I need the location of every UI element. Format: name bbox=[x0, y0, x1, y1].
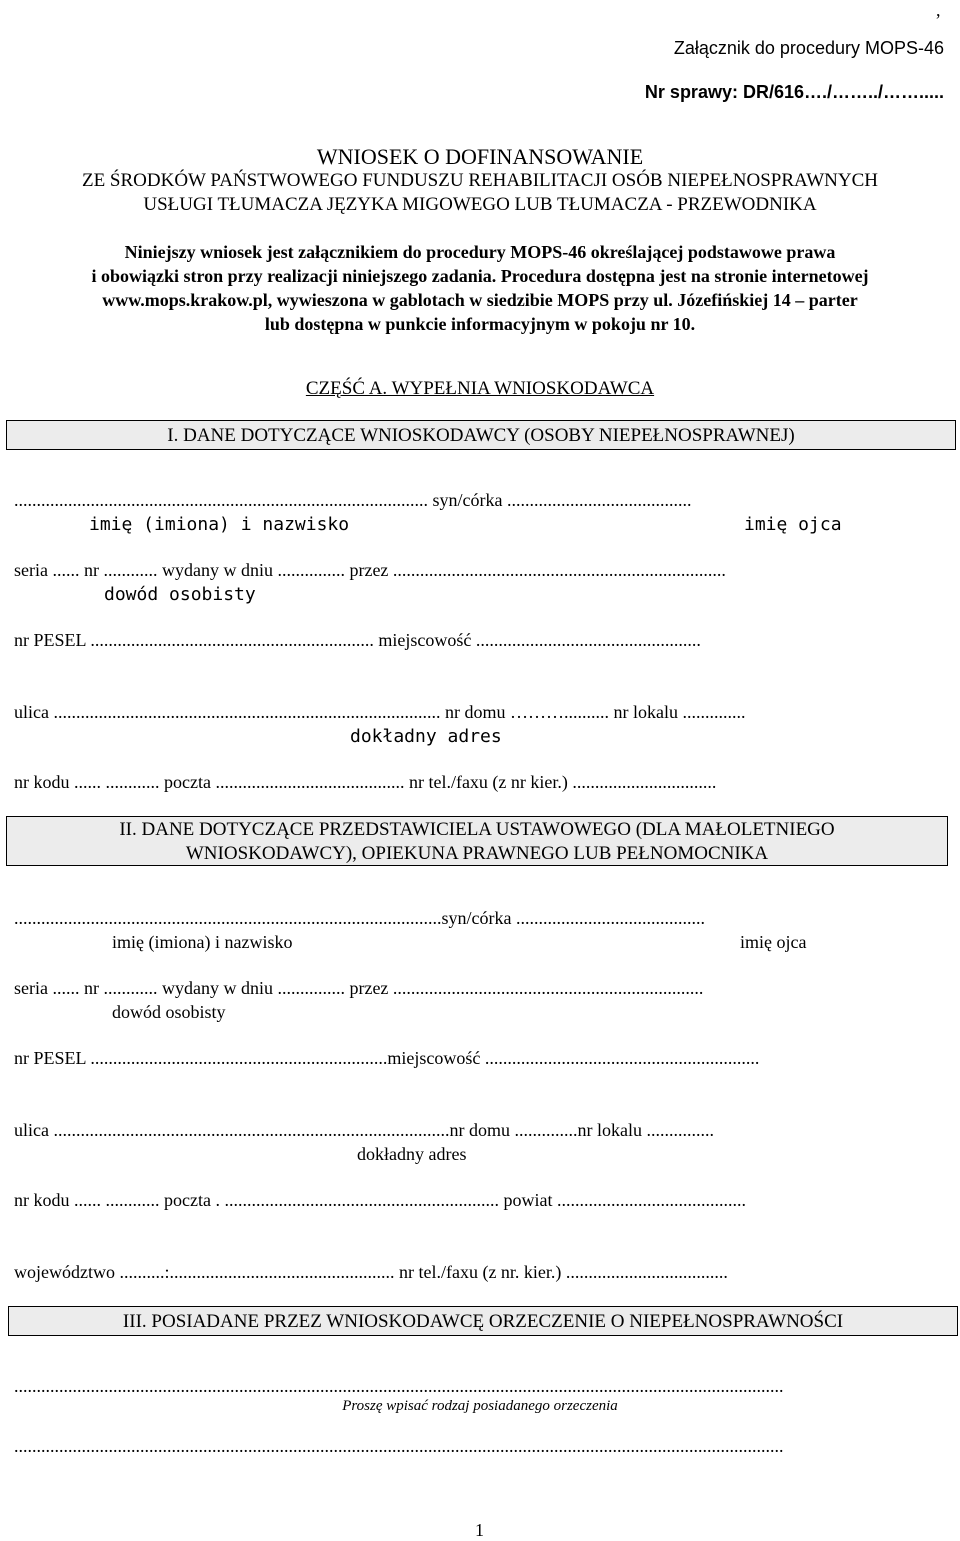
representative-post-field[interactable]: nr kodu ...... ............ poczta . ............................................................. powiat .......................................... bbox=[14, 1190, 746, 1210]
part-a-heading: CZĘŚĆ A. WYPEŁNIA WNIOSKODAWCA bbox=[305, 378, 655, 399]
section-3-box bbox=[8, 1306, 958, 1336]
certificate-field-2[interactable]: ........................................................................................................................................................................... bbox=[14, 1436, 784, 1456]
representative-voivodeship-field[interactable]: województwo ..........:.................................................. nr tel./faxu (z nr. kier.) .................................... bbox=[14, 1262, 728, 1282]
applicant-address-label: dokładny adres bbox=[350, 726, 502, 747]
applicant-father-label: imię ojca bbox=[744, 514, 842, 535]
representative-id-field[interactable]: seria ...... nr ............ wydany w dniu ............... przez ..................................................................... bbox=[14, 978, 704, 998]
form-subtitle-2: USŁUGI TŁUMACZA JĘZYKA MIGOWEGO LUB TŁUMACZA - PRZEWODNIKA bbox=[143, 194, 817, 215]
applicant-post-field[interactable]: nr kodu ...... ............ poczta .......................................... nr tel./faxu (z nr kier.) ................................ bbox=[14, 772, 717, 792]
representative-father-label: imię ojca bbox=[740, 932, 807, 952]
section-1-box bbox=[6, 420, 956, 450]
representative-pesel-field[interactable]: nr PESEL ..................................................................miejscowość ............................................................. bbox=[14, 1048, 760, 1068]
applicant-pesel-field[interactable]: nr PESEL ............................................................... miejscowość .................................................. bbox=[14, 630, 701, 650]
applicant-id-label: dowód osobisty bbox=[104, 584, 256, 605]
applicant-street-field[interactable]: ulica ...................................................................................... nr domu ……….......... nr lokalu .............. bbox=[14, 702, 746, 722]
form-title: WNIOSEK O DOFINANSOWANIE bbox=[316, 144, 644, 169]
section-1-heading: I. DANE DOTYCZĄCE WNIOSKODAWCY (OSOBY NIEPEŁNOSPRAWNEJ) bbox=[167, 425, 795, 446]
section-2-heading-2: WNIOSKODAWCY), OPIEKUNA PRAWNEGO LUB PEŁNOMOCNIKA bbox=[185, 843, 769, 864]
applicant-name-field[interactable]: ............................................................................................ syn/córka ......................................... bbox=[14, 490, 692, 510]
applicant-name-label: imię (imiona) i nazwisko bbox=[89, 514, 350, 535]
intro-line-2: i obowiązki stron przy realizacji niniejszego zadania. Procedura dostępna jest na stronie internetowej bbox=[91, 266, 869, 286]
attachment-label: Załącznik do procedury MOPS-46 bbox=[673, 38, 944, 58]
form-subtitle-1: ZE ŚRODKÓW PAŃSTWOWEGO FUNDUSZU REHABILITACJI OSÓB NIEPEŁNOSPRAWNYCH bbox=[81, 170, 879, 191]
section-2-heading-1: II. DANE DOTYCZĄCE PRZEDSTAWICIELA USTAWOWEGO (DLA MAŁOLETNIEGO bbox=[119, 819, 835, 840]
representative-address-label: dokładny adres bbox=[357, 1144, 467, 1164]
intro-line-1: Niniejszy wniosek jest załącznikiem do procedury MOPS-46 określającej podstawowe prawa bbox=[124, 242, 836, 262]
representative-name-field[interactable]: ...............................................................................................syn/córka .......................................... bbox=[14, 908, 705, 928]
certificate-note: Proszę wpisać rodzaj posiadanego orzeczenia bbox=[342, 1398, 618, 1414]
applicant-id-field[interactable]: seria ...... nr ............ wydany w dniu ............... przez .......................................................................... bbox=[14, 560, 726, 580]
representative-name-label: imię (imiona) i nazwisko bbox=[112, 932, 293, 952]
representative-id-label: dowód osobisty bbox=[112, 1002, 226, 1022]
certificate-field-1[interactable]: ........................................................................................................................................................................... bbox=[14, 1376, 784, 1396]
section-2-box bbox=[6, 816, 948, 866]
case-number: Nr sprawy: DR/616…./……../……..... bbox=[644, 82, 944, 102]
intro-line-3: www.mops.krakow.pl, wywieszona w gablotach w siedzibie MOPS przy ul. Józefińskiej 14 – parter bbox=[102, 290, 858, 310]
page-number: 1 bbox=[475, 1520, 484, 1540]
intro-line-4: lub dostępna w punkcie informacyjnym w pokoju nr 10. bbox=[264, 314, 696, 334]
stray-comma: , bbox=[936, 0, 941, 20]
section-3-heading: III. POSIADANE PRZEZ WNIOSKODAWCĘ ORZECZENIE O NIEPEŁNOSPRAWNOŚCI bbox=[122, 1311, 844, 1332]
representative-street-field[interactable]: ulica ........................................................................................nr domu ..............nr lokalu ............... bbox=[14, 1120, 714, 1140]
